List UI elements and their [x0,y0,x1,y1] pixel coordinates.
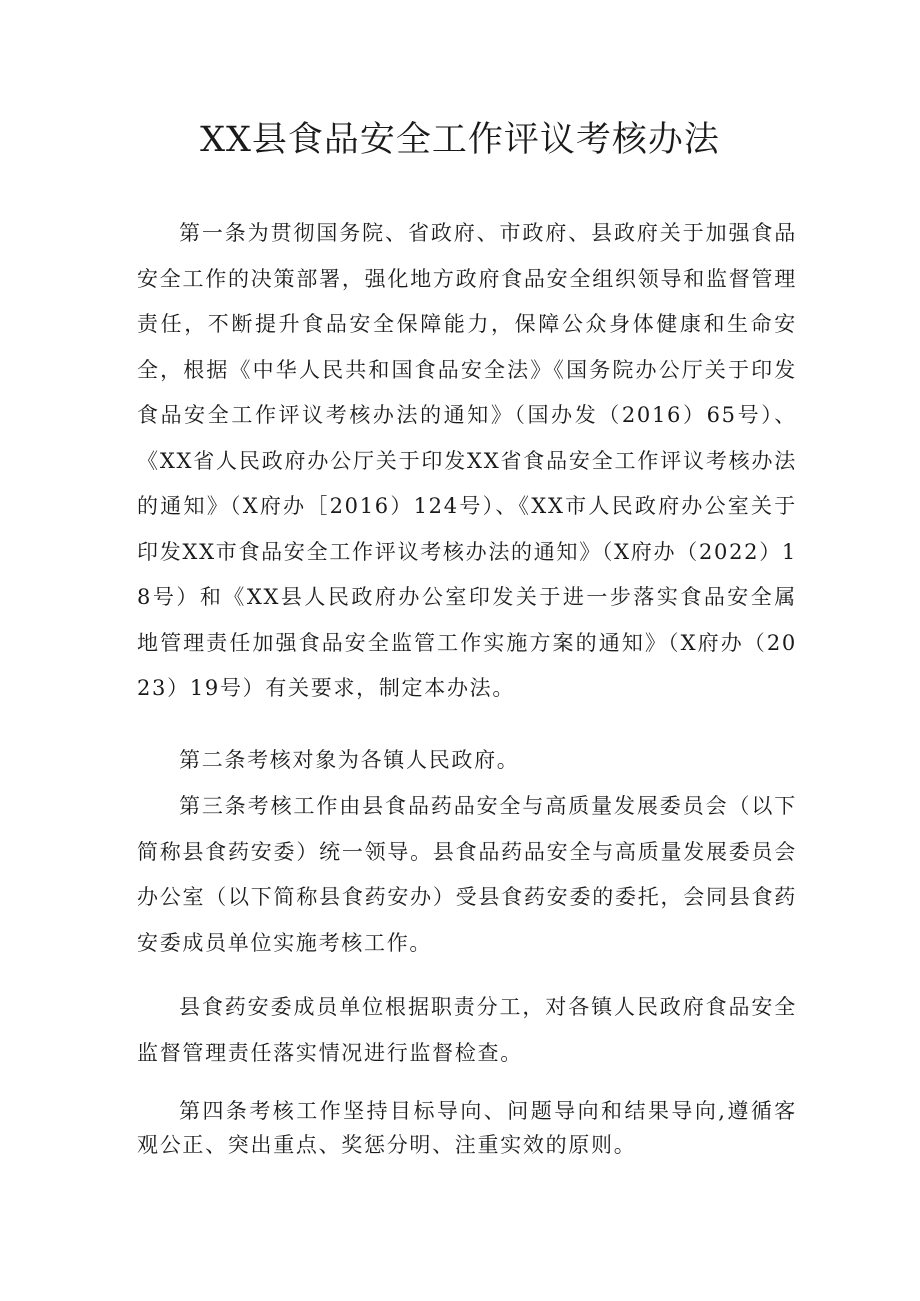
article-1-paragraph: 第一条为贯彻国务院、省政府、市政府、县政府关于加强食品安全工作的决策部署，强化地方政府食品安全组织领导和监督管理责任，不断提升食品安全保障能力，保障公众身体健康和生命安全，根据《中华人民共和国食品安全法》《国务院办公厅关于印发食品安全工作评议考核办法的通知》（国办发（2016）65号）、《XX省人民政府办公厅关于印发XX省食品安全工作评议考核办法的通知》（X府办［2016）124号）、《XX市人民政府办公室关于印发XX市食品安全工作评议考核办法的通知》（X府办（2022）18号）和《XX县人民政府办公室印发关于进一步落实食品安全属地管理责任加强食品安全监管工作实施方案的通知》（X府办（2023）19号）有关要求，制定本办法。 [137,221,797,700]
article-3-paragraph: 第三条考核工作由县食品药品安全与高质量发展委员会（以下简称县食药安委）统一领导。县食品药品安全与高质量发展委员会办公室（以下简称县食药安办）受县食药安委的委托，会同县食药安委成员单位实施考核工作。 [137,794,797,955]
document-title: XX县食品安全工作评议考核办法 [200,120,720,160]
supervision-paragraph: 县食药安委成员单位根据职责分工，对各镇人民政府食品安全监督管理责任落实情况进行监督检查。 [137,995,797,1065]
article-4-paragraph: 第四条考核工作坚持目标导向、问题导向和结果导向,遵循客观公正、突出重点、奖惩分明、注重实效的原则。 [137,1099,797,1157]
article-2-paragraph: 第二条考核对象为各镇人民政府。 [179,748,520,772]
